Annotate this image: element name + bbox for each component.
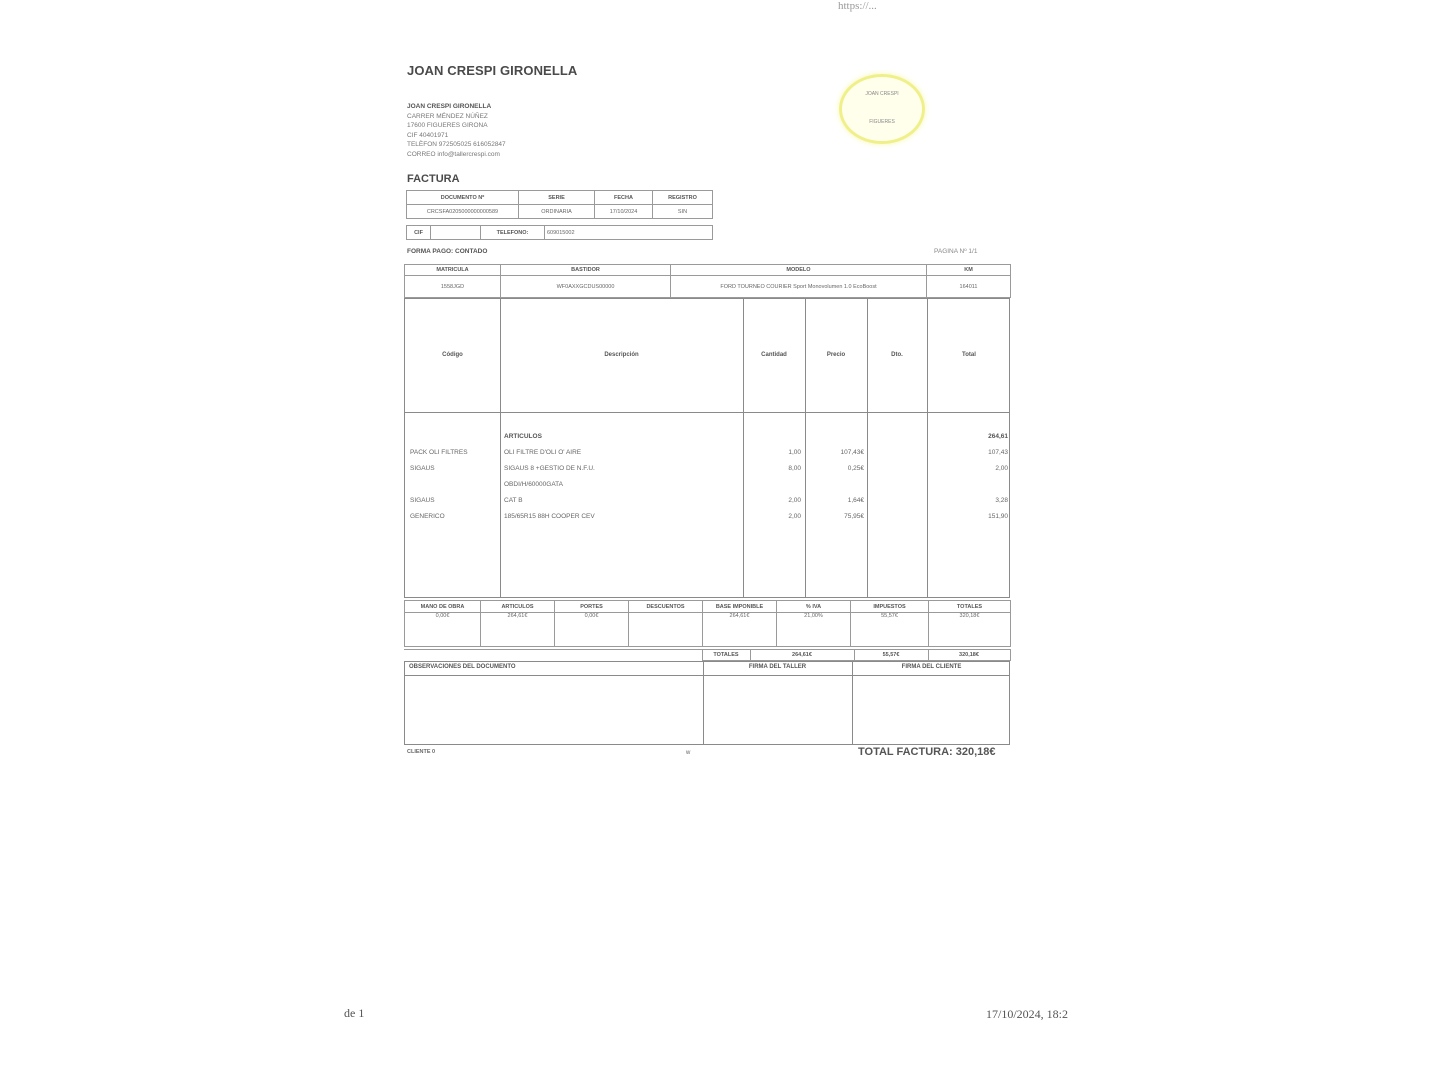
items-col-total: Total [962,352,976,358]
items-col-dto: Dto. [891,352,903,358]
totals-col-portes: PORTES [555,601,629,613]
totales-line [404,649,1011,661]
firma-taller-label: FIRMA DEL TALLER [748,664,807,670]
items-col-cantidad: Cantidad [761,352,787,358]
totales-total: 320,18€ [928,650,1010,661]
totals-articulos: 264,61€ [481,613,555,647]
items-col-precio: Precio [826,352,846,358]
item-price: 0,25€ [847,465,864,472]
table-row [405,497,1011,511]
firma-cliente-label: FIRMA DEL CLIENTE [901,664,962,670]
totales-impuestos: 55,57€ [854,650,928,661]
table-row [405,433,1011,447]
totals-col-totales: TOTALES [929,601,1011,613]
cif-value [431,226,481,240]
vehicle-col-matricula: MATRICULA [405,265,501,276]
item-qty: 8,00 [788,465,801,472]
vehicle-modelo: FORD TOURNEO COURIER Sport Monovolumen 1.0 EcoBoost [671,276,927,298]
telefono-label: TELEFONO: [481,226,545,240]
vehicle-km: 164011 [927,276,1011,298]
company-info-line: CORREO info@tallercrespi.com [407,150,500,158]
company-info-line: TELÈFON 972505025 616052847 [407,141,506,148]
item-desc: OBDI/H/60000GATA [504,481,564,488]
pagina-number: PAGINA Nº 1/1 [934,248,978,255]
table-row [405,513,1011,527]
item-price: 107,43€ [840,449,864,456]
item-qty: 1,00 [788,449,801,456]
head-val-serie: ORDINARIA [519,205,595,219]
company-info [407,102,506,159]
item-qty: 2,00 [788,513,801,520]
totals-col-articulos: ARTICULOS [481,601,555,613]
items-col-descripcion: Descripción [604,352,639,358]
vehicle-col-bastidor: BASTIDOR [501,265,671,276]
totals-col-impuestos: IMPUESTOS [851,601,929,613]
company-info-line: CARRER MÉNDEZ NÚÑEZ [407,112,488,120]
cif-label: CIF [407,226,431,240]
totals-portes: 0,00€ [555,613,629,647]
total-factura: TOTAL FACTURA: 320,18€ [858,746,996,758]
item-qty: 2,00 [788,497,801,504]
item-code: PACK OLI FILTRES [410,449,468,456]
telefono-value: 609015002 [545,226,713,240]
print-page-count: de 1 [344,1006,365,1020]
company-title: JOAN CRESPI GIRONELLA [407,63,578,78]
forma-pago: FORMA PAGO: CONTADO [407,248,488,255]
item-code: SIGAUS [410,497,435,504]
item-total: 151,90 [988,513,1008,520]
document-type-label: FACTURA [407,173,460,185]
totals-col-iva: % IVA [777,601,851,613]
document-head-table [406,190,713,219]
totales-label: TOTALES [702,650,750,661]
totals-table [404,600,1011,647]
signature-section [404,661,1010,745]
item-total: 264,61 [988,433,1008,440]
vehicle-col-modelo: MODELO [671,265,927,276]
totals-mano-obra: 0,00€ [405,613,481,647]
company-info-line: CIF 40401971 [407,131,449,139]
company-info-line: JOAN CRESPI GIRONELLA [407,103,492,110]
item-code: GENERICO [410,513,445,520]
item-code: SIGAUS [410,465,435,472]
stamp-top-text: JOAN CRESPI [865,91,899,97]
head-col-registro: REGISTRO [653,191,713,205]
print-timestamp: 17/10/2024, 18:2 [986,1007,1069,1021]
head-val-fecha: 17/10/2024 [595,205,653,219]
bottom-mark: w [686,750,691,756]
head-val-documento: CRCSFA0205000000000589 [407,205,519,219]
table-row [405,465,1011,479]
totals-col-mano-obra: MANO DE OBRA [405,601,481,613]
totales-base: 264,61€ [750,650,854,661]
item-price: 75,95€ [844,513,864,520]
totals-col-base: BASE IMPONIBLE [703,601,777,613]
item-desc: CAT B [504,497,523,504]
head-col-serie: SERIE [519,191,595,205]
vehicle-col-km: KM [927,265,1011,276]
item-desc: OLI FILTRE D'OLI O' AIRE [504,449,582,456]
company-stamp [839,74,925,144]
head-col-documento: DOCUMENTO Nº [407,191,519,205]
stamp-bottom-text: FIGUERES [869,119,895,125]
observaciones-label: OBSERVACIONES DEL DOCUMENTO [409,664,516,670]
totals-impuestos: 55,57€ [851,613,929,647]
head-val-registro: SIN [653,205,713,219]
table-row [405,449,1011,463]
vehicle-matricula: 1558JGD [405,276,501,298]
items-col-codigo: Código [442,352,463,358]
item-desc: SIGAUS 8 +GESTIO DE N.F.U. [504,465,595,472]
totals-base: 264,61€ [703,613,777,647]
item-total: 3,28 [995,497,1008,504]
table-row [405,481,1011,495]
item-total: 2,00 [995,465,1008,472]
totals-total: 320,18€ [929,613,1011,647]
cif-phone-table [406,225,713,240]
item-price: 1,64€ [847,497,864,504]
head-col-fecha: FECHA [595,191,653,205]
company-info-line: 17600 FIGUERES GIRONA [407,122,488,129]
item-total: 107,43 [988,449,1008,456]
totals-descuentos [629,613,703,647]
totals-iva: 21,00% [777,613,851,647]
vehicle-bastidor: WF0AXXGCDUS00000 [501,276,671,298]
client-code: CLIENTE 0 [407,749,436,755]
print-url: https://... [838,0,877,12]
vehicle-table [404,264,1011,298]
items-table [404,298,1010,598]
item-desc: 185/65R15 88H COOPER CEV [504,513,595,520]
totals-col-descuentos: DESCUENTOS [629,601,703,613]
item-desc: ARTICULOS [504,433,542,440]
